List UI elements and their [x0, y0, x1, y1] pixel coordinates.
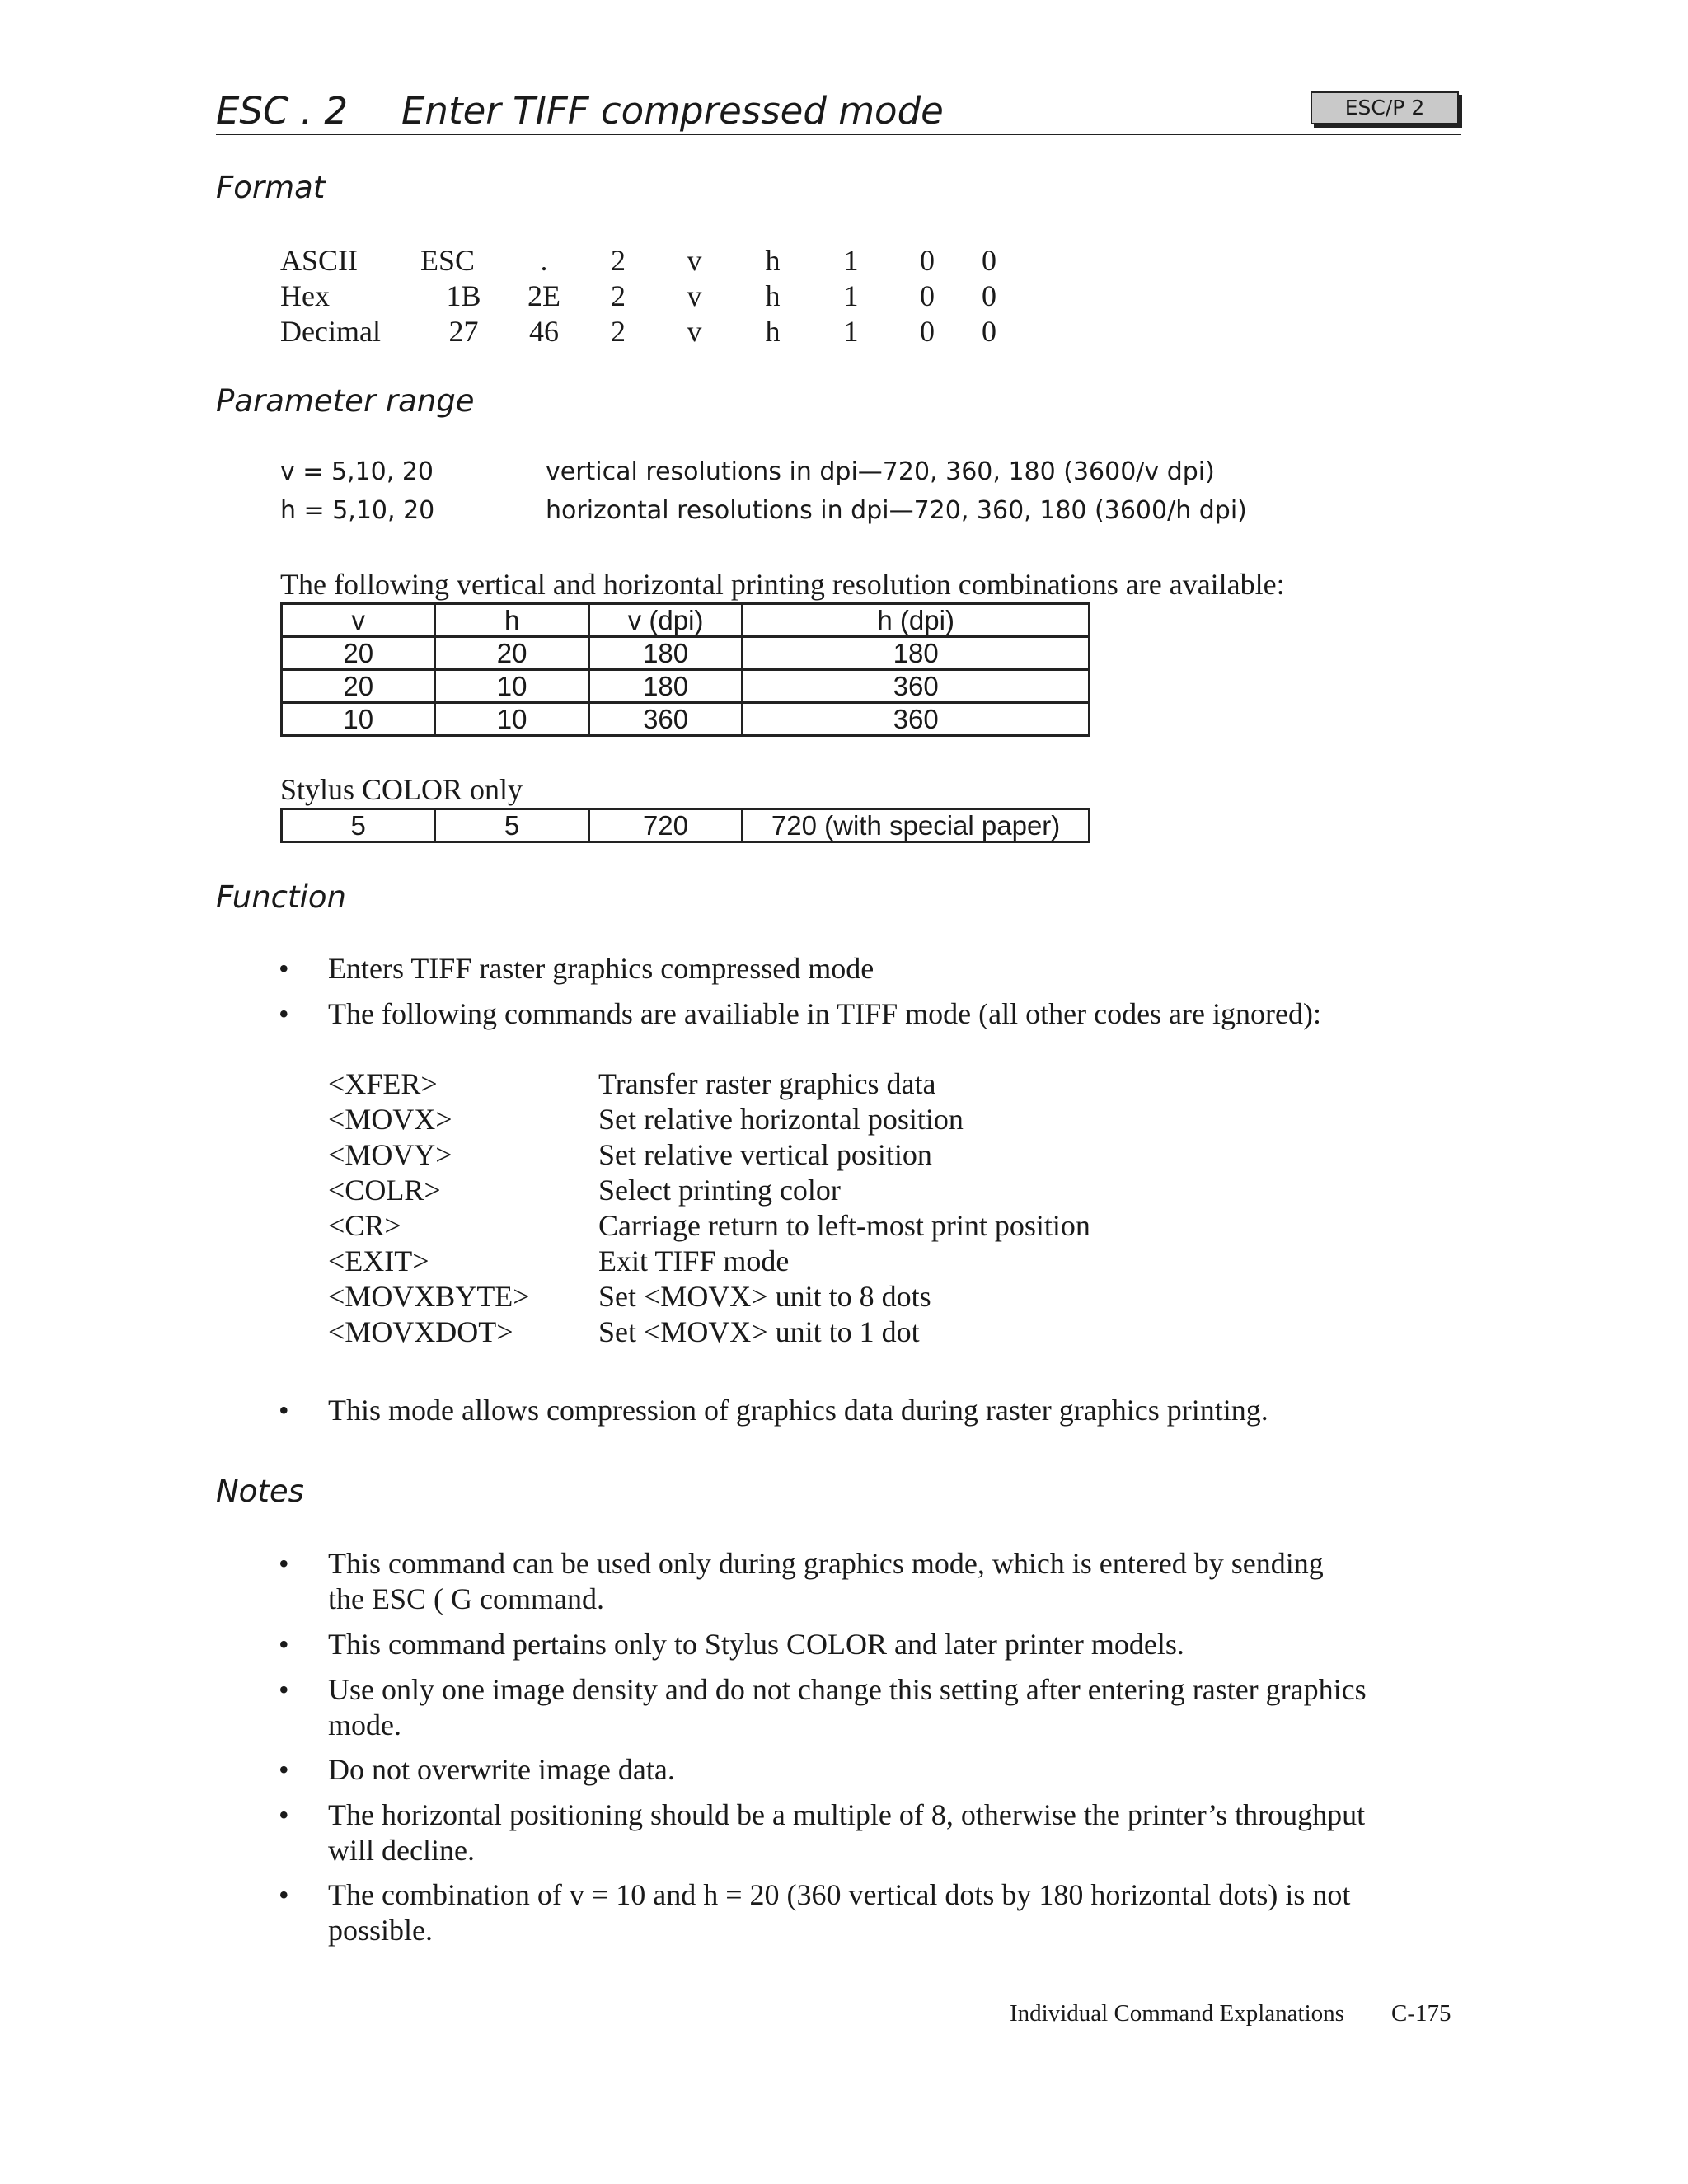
note-line: The combination of v = 10 and h = 20 (360 vertical dots by 180 horizontal dots) is not: [328, 1878, 1351, 1911]
note-line: mode.: [328, 1708, 401, 1741]
format-row-ascii: [280, 242, 1014, 278]
column-header: h (dpi): [743, 604, 1090, 637]
table-row: [282, 809, 1090, 842]
page-title: Enter TIFF compressed mode: [401, 89, 944, 133]
table-cell: 10: [435, 703, 588, 736]
list-item: [328, 1208, 1317, 1244]
format-cell: 0: [982, 314, 996, 348]
bullet-icon: •: [279, 1798, 289, 1831]
format-cell: v: [687, 243, 702, 277]
note-item: [328, 1877, 1350, 1948]
param-v: v = 5,10, 20: [280, 457, 434, 486]
command-desc: Set <MOVX> unit to 1 dot: [598, 1315, 920, 1348]
bullet-icon: •: [279, 1878, 289, 1911]
command-code: <EXIT>: [328, 1244, 429, 1277]
format-cell: 1B: [446, 279, 481, 312]
format-cell: h: [765, 243, 781, 277]
format-cell: 0: [982, 243, 996, 277]
table-cell: 20: [435, 637, 588, 670]
format-heading: Format: [216, 170, 326, 205]
list-item: [328, 1102, 1317, 1137]
function-heading: Function: [216, 879, 346, 915]
bullet-icon: •: [279, 997, 289, 1030]
table-row: [282, 670, 1090, 703]
bullet-icon: •: [279, 1394, 289, 1427]
table-cell: 20: [282, 670, 435, 703]
function-item: The following commands are availiable in TIFF mode (all other codes are ignored):: [328, 997, 1321, 1030]
header-rule: [216, 134, 1461, 135]
format-label: Hex: [280, 279, 330, 312]
function-item: This mode allows compression of graphics data during raster graphics printing.: [328, 1394, 1268, 1427]
table-cell: 5: [282, 809, 435, 842]
notes-heading: Notes: [216, 1474, 304, 1509]
note-item: [328, 1546, 1324, 1617]
format-row-decimal: [280, 313, 1014, 349]
bullet-icon: •: [279, 1753, 289, 1786]
note-line: will decline.: [328, 1834, 475, 1867]
table-row: [282, 703, 1090, 736]
function-item: Enters TIFF raster graphics compressed mode: [328, 952, 874, 985]
format-label: ASCII: [280, 243, 359, 277]
command-desc: Set relative horizontal position: [598, 1103, 964, 1136]
note-line: Use only one image density and do not change this setting after entering raster graphics: [328, 1673, 1367, 1706]
command-code: <CR>: [328, 1209, 401, 1242]
table-cell: 20: [282, 637, 435, 670]
list-item: [328, 1315, 1317, 1350]
list-item: [328, 1137, 1317, 1173]
bullet-icon: •: [279, 1628, 289, 1661]
resolution-table-header: [282, 604, 1090, 637]
list-item: [328, 1173, 1317, 1208]
column-header: v: [282, 604, 435, 637]
command-code: ESC . 2: [216, 89, 348, 133]
format-cell: 1: [843, 314, 859, 348]
table-cell: 720: [588, 809, 743, 842]
table-cell: 720 (with special paper): [743, 809, 1090, 842]
bullet-icon: •: [279, 1547, 289, 1580]
format-cell: 0: [920, 279, 935, 312]
page-number: C-175: [1391, 2000, 1451, 2027]
standard-badge: ESC/P 2: [1311, 91, 1459, 124]
format-cell: 2: [611, 314, 626, 348]
param-h: h = 5,10, 20: [280, 496, 435, 525]
param-h-desc: horizontal resolutions in dpi—720, 360, 180 (3600/h dpi): [546, 496, 1247, 525]
command-code: <MOVXDOT>: [328, 1315, 513, 1348]
format-cell: 1: [843, 279, 859, 312]
parameter-range-heading: Parameter range: [216, 383, 475, 419]
command-code: <MOVY>: [328, 1138, 452, 1171]
bullet-icon: •: [279, 1673, 289, 1706]
footer-section: Individual Command Explanations: [1010, 2000, 1344, 2027]
format-cell: 46: [529, 314, 559, 348]
resolution-intro: The following vertical and horizontal printing resolution combinations are available:: [280, 568, 1285, 601]
format-cell: 2: [611, 243, 626, 277]
column-header: v (dpi): [588, 604, 743, 637]
note-line: This command pertains only to Stylus COLOR and later printer models.: [328, 1628, 1184, 1661]
table-row: [282, 637, 1090, 670]
note-line: the ESC ( G command.: [328, 1582, 604, 1615]
table-cell: 10: [435, 670, 588, 703]
note-item: [328, 1797, 1365, 1868]
format-cell: 1: [843, 243, 859, 277]
command-desc: Set relative vertical position: [598, 1138, 932, 1171]
format-cell: 0: [920, 243, 935, 277]
note-item: [328, 1627, 1184, 1662]
table-cell: 180: [743, 637, 1090, 670]
command-desc: Exit TIFF mode: [598, 1244, 790, 1277]
command-code: <COLR>: [328, 1174, 441, 1207]
note-item: [328, 1672, 1367, 1743]
format-row-hex: [280, 278, 1014, 313]
param-v-desc: vertical resolutions in dpi—720, 360, 180 (3600/v dpi): [546, 457, 1215, 486]
table-cell: 360: [743, 670, 1090, 703]
command-code: <MOVX>: [328, 1103, 452, 1136]
stylus-color-label: Stylus COLOR only: [280, 773, 523, 806]
command-desc: Select printing color: [598, 1174, 841, 1207]
command-desc: Set <MOVX> unit to 8 dots: [598, 1280, 931, 1313]
tiff-command-list: [328, 1066, 1317, 1350]
format-cell: 2: [611, 279, 626, 312]
note-line: Do not overwrite image data.: [328, 1753, 675, 1786]
column-header: h: [435, 604, 588, 637]
format-cell: v: [687, 279, 702, 312]
table-cell: 360: [588, 703, 743, 736]
command-desc: Transfer raster graphics data: [598, 1067, 936, 1100]
note-line: The horizontal positioning should be a multiple of 8, otherwise the printer’s throughput: [328, 1798, 1366, 1831]
command-code: <MOVXBYTE>: [328, 1280, 530, 1313]
format-cell: h: [765, 314, 781, 348]
format-cell: 2E: [528, 279, 560, 312]
format-cell: h: [765, 279, 781, 312]
format-cell: .: [540, 243, 548, 277]
command-desc: Carriage return to left-most print position: [598, 1209, 1090, 1242]
format-cell: 27: [448, 314, 479, 348]
stylus-table: [280, 808, 1090, 843]
command-code: <XFER>: [328, 1067, 438, 1100]
format-cell: 0: [920, 314, 935, 348]
resolution-table: [280, 602, 1090, 737]
note-item: [328, 1752, 675, 1788]
format-cell: 0: [982, 279, 996, 312]
format-label: Decimal: [280, 314, 381, 348]
table-cell: 360: [743, 703, 1090, 736]
list-item: [328, 1244, 1317, 1279]
format-cell: ESC: [420, 243, 476, 277]
note-line: possible.: [328, 1914, 434, 1947]
bullet-icon: •: [279, 952, 289, 985]
table-cell: 10: [282, 703, 435, 736]
list-item: [328, 1279, 1317, 1315]
table-cell: 180: [588, 670, 743, 703]
table-cell: 180: [588, 637, 743, 670]
format-table: [280, 242, 1014, 349]
note-line: This command can be used only during graphics mode, which is entered by sending: [328, 1547, 1324, 1580]
format-cell: v: [687, 314, 702, 348]
table-cell: 5: [435, 809, 588, 842]
list-item: [328, 1066, 1317, 1102]
